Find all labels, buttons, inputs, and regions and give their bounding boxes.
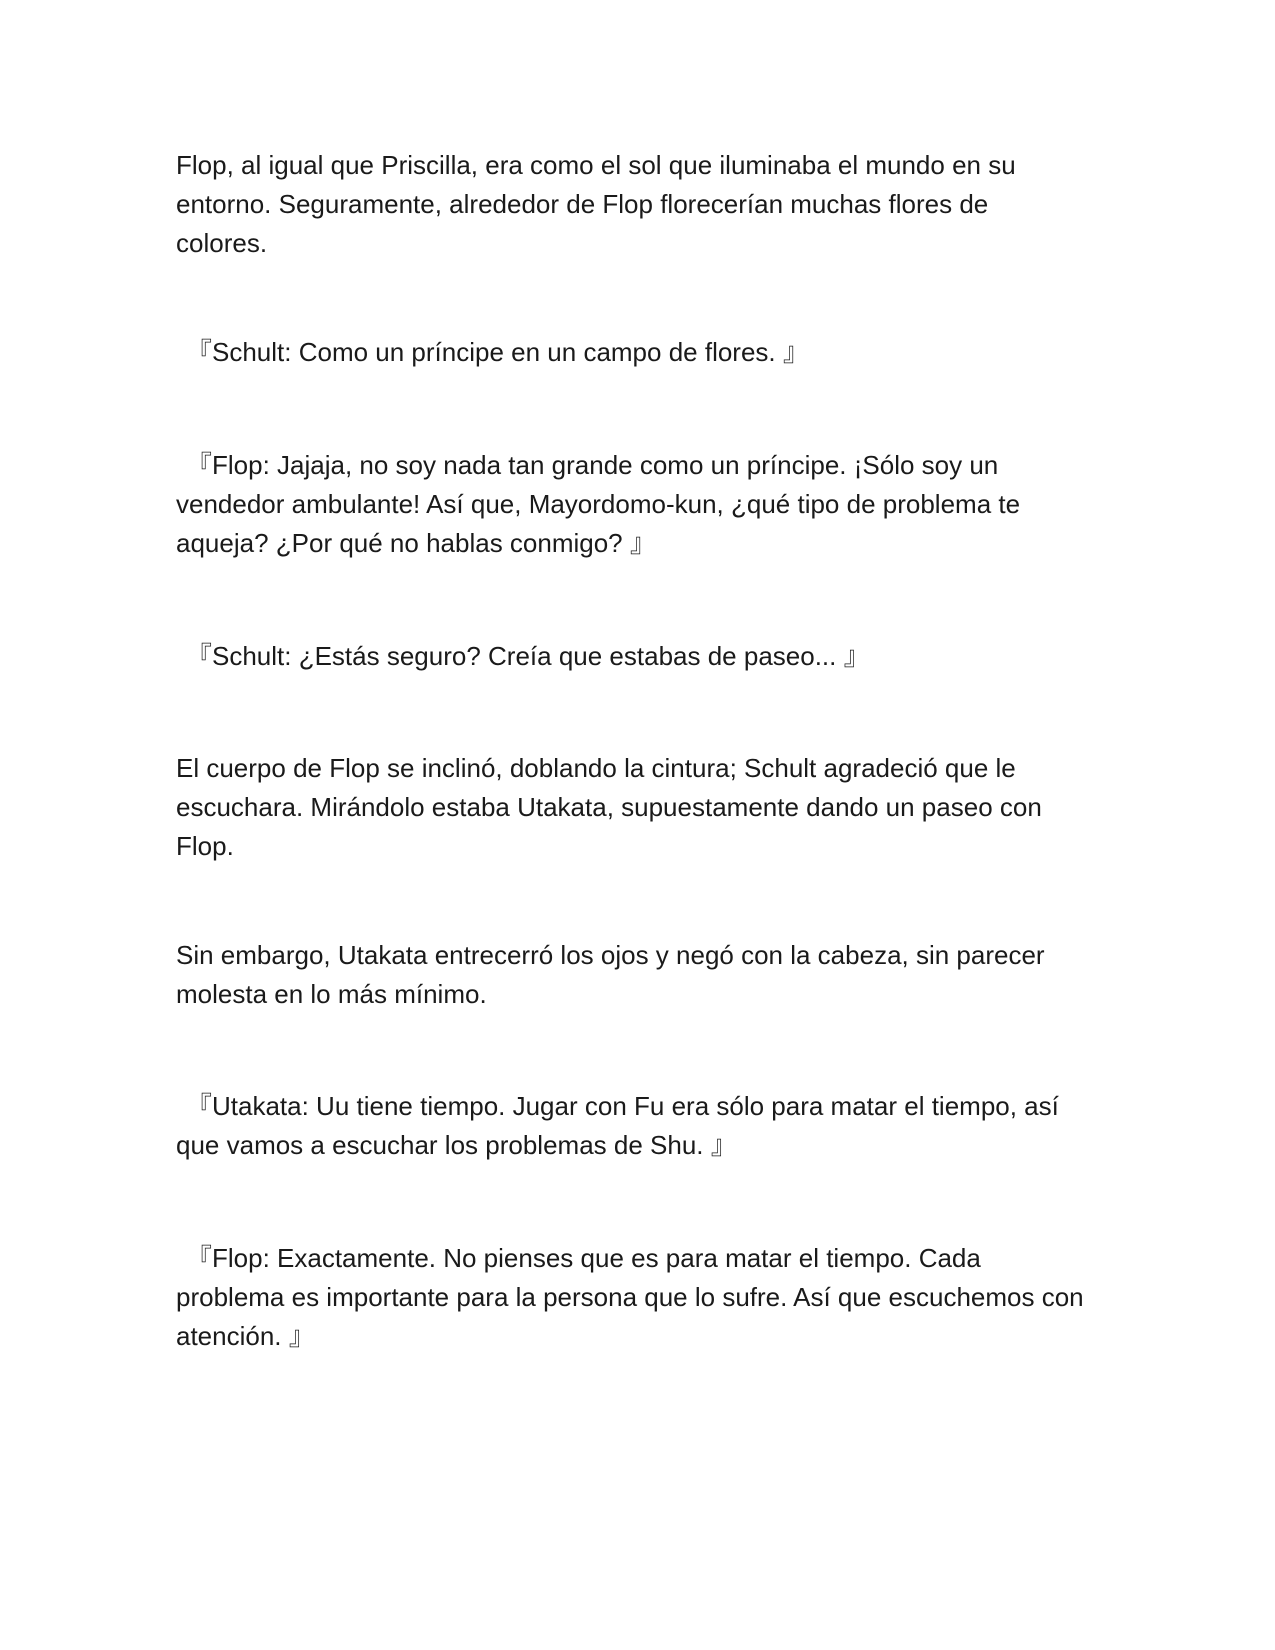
dialogue-line-schult: 『Schult: ¿Estás seguro? Creía que estabas de paseo... 』 xyxy=(186,641,870,671)
dialogue-line-flop: 『Flop: Jajaja, no soy nada tan grande como un príncipe. ¡Sólo soy un vendedor ambulante! Así que, Mayordomo-kun, ¿qué tipo de problema te aqueja? ¿Por qué no hablas conmigo? 』 xyxy=(176,450,1021,558)
dialogue-line-flop: 『Flop: Exactamente. No pienses que es para matar el tiempo. Cada problema es importante para la persona que lo sufre. Así que escuchemos con atención. 』 xyxy=(176,1243,1084,1351)
dialogue-line-schult: 『Schult: Como un príncipe en un campo de flores. 』 xyxy=(186,337,809,367)
narration-paragraph: Flop, al igual que Priscilla, era como el sol que iluminaba el mundo en su entorno. Seguramente, alrededor de Flop florecerían muchas flores de colores. xyxy=(176,150,1016,258)
narration-paragraph: Sin embargo, Utakata entrecerró los ojos y negó con la cabeza, sin parecer molesta en lo más mínimo. xyxy=(176,940,1045,1009)
dialogue-line-utakata: 『Utakata: Uu tiene tiempo. Jugar con Fu era sólo para matar el tiempo, así que vamos a escuchar los problemas de Shu. 』 xyxy=(176,1091,1059,1160)
narration-paragraph: El cuerpo de Flop se inclinó, doblando la cintura; Schult agradeció que le escuchara. Mirándolo estaba Utakata, supuestamente dando un paseo con Flop. xyxy=(176,753,1042,861)
